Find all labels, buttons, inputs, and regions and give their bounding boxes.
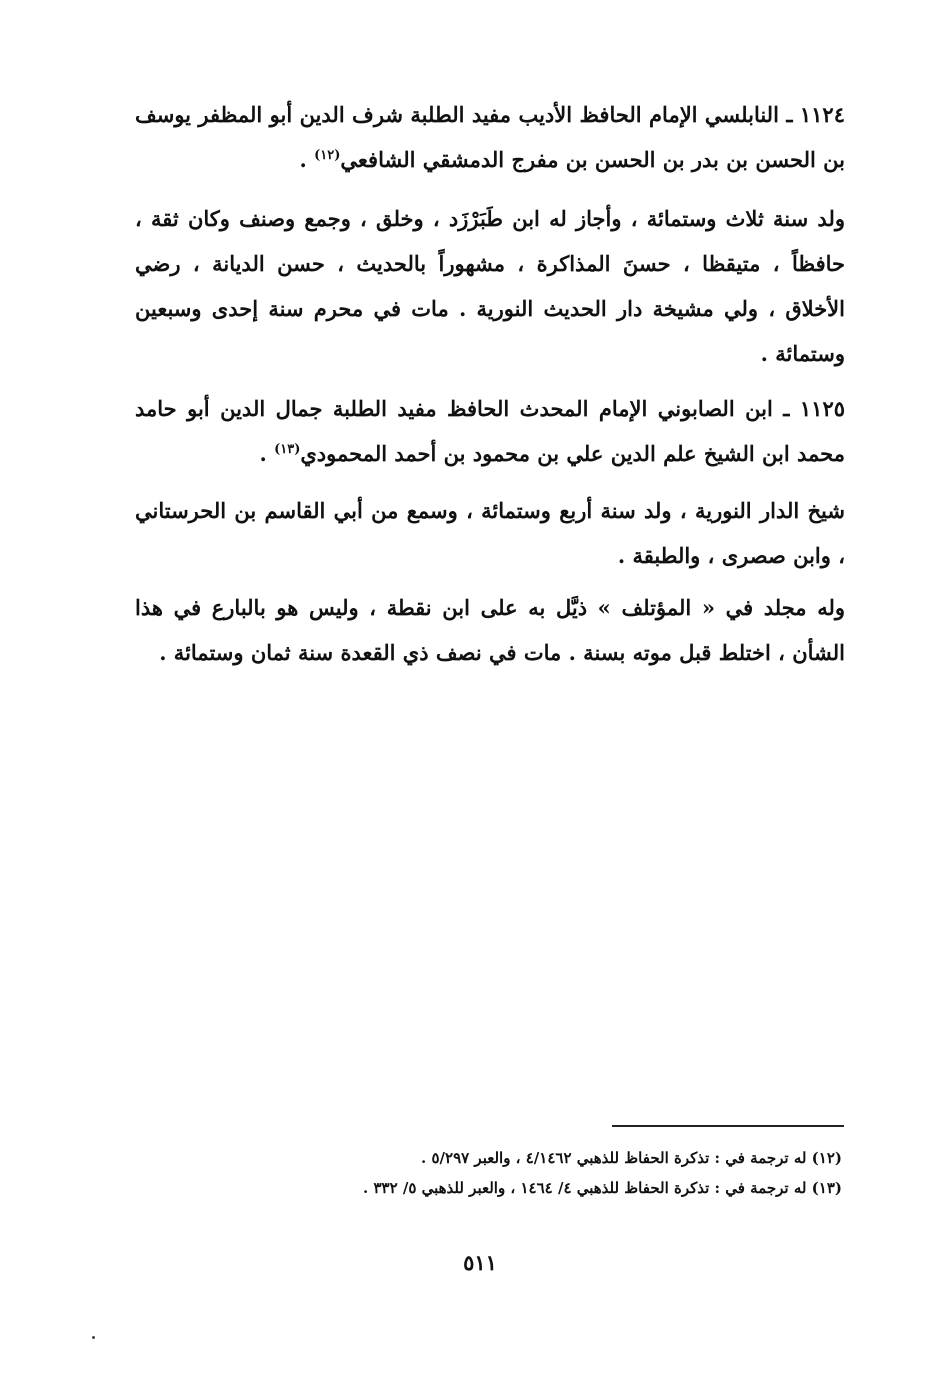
footnote-separator xyxy=(612,1125,844,1127)
entry-1124-paragraph: ولد سنة ثلاث وستمائة ، وأجاز له ابن طَبَرْزَد ، وخلق ، وجمع وصنف وكان ثقة ، حافظاً ، متيقظا ، حسنَ المذاكرة ، مشهوراً بالحديث ، حسن الديانة ، رضي الأخلاق ، ولي مشيخة دار الحديث النورية . مات في محرم سنة إحدى وسبعين وستمائة . xyxy=(135,206,845,366)
heading-end: . xyxy=(299,147,315,172)
entry-heading-text: ـ ابن الصابوني الإمام المحدث الحافظ مفيد الطلبة جمال الدين أبو حامد محمد ابن الشيخ علم الدين علي بن محمود بن أحمد المحمودي xyxy=(135,396,845,466)
entry-1125-heading xyxy=(135,386,845,476)
footnote-12: (١٢) له ترجمة في : تذكرة الحفاظ للذهبي ٤/١٤٦٢ ، والعبر ٥/٢٩٧ . xyxy=(421,1149,842,1167)
page-number: ٥١١ xyxy=(463,1250,497,1275)
footnote-ref: (١٢) xyxy=(314,148,341,163)
entry-1124-heading xyxy=(135,92,845,182)
entry-1125-paragraph-1: شيخ الدار النورية ، ولد سنة أربع وستمائة ، وسمع من أبي القاسم بن الحرستاني ، وابن صصرى ، والطبقة . xyxy=(135,498,845,568)
entry-number: ١١٢٤ xyxy=(799,102,845,127)
heading-end: . xyxy=(259,441,275,466)
footnote-ref: (١٣) xyxy=(274,442,301,457)
scan-speck xyxy=(92,1336,95,1339)
entry-heading-text: ـ النابلسي الإمام الحافظ الأديب مفيد الطلبة شرف الدين أبو المظفر يوسف بن الحسن بن بدر بن الحسن بن مفرج الدمشقي الشافعي xyxy=(135,102,845,172)
footnote-13: (١٣) له ترجمة في : تذكرة الحفاظ للذهبي ٤/ ١٤٦٤ ، والعبر للذهبي ٥/ ٣٣٢ . xyxy=(363,1179,842,1197)
footnotes xyxy=(330,1143,842,1203)
entry-number: ١١٢٥ xyxy=(799,396,846,421)
entry-1125-paragraph-2: وله مجلد في « المؤتلف » ذيَّل به على ابن نقطة ، وليس هو بالبارع في هذا الشأن ، اختلط قبل موته بسنة . مات في نصف ذي القعدة سنة ثمان وستمائة . xyxy=(135,595,845,665)
